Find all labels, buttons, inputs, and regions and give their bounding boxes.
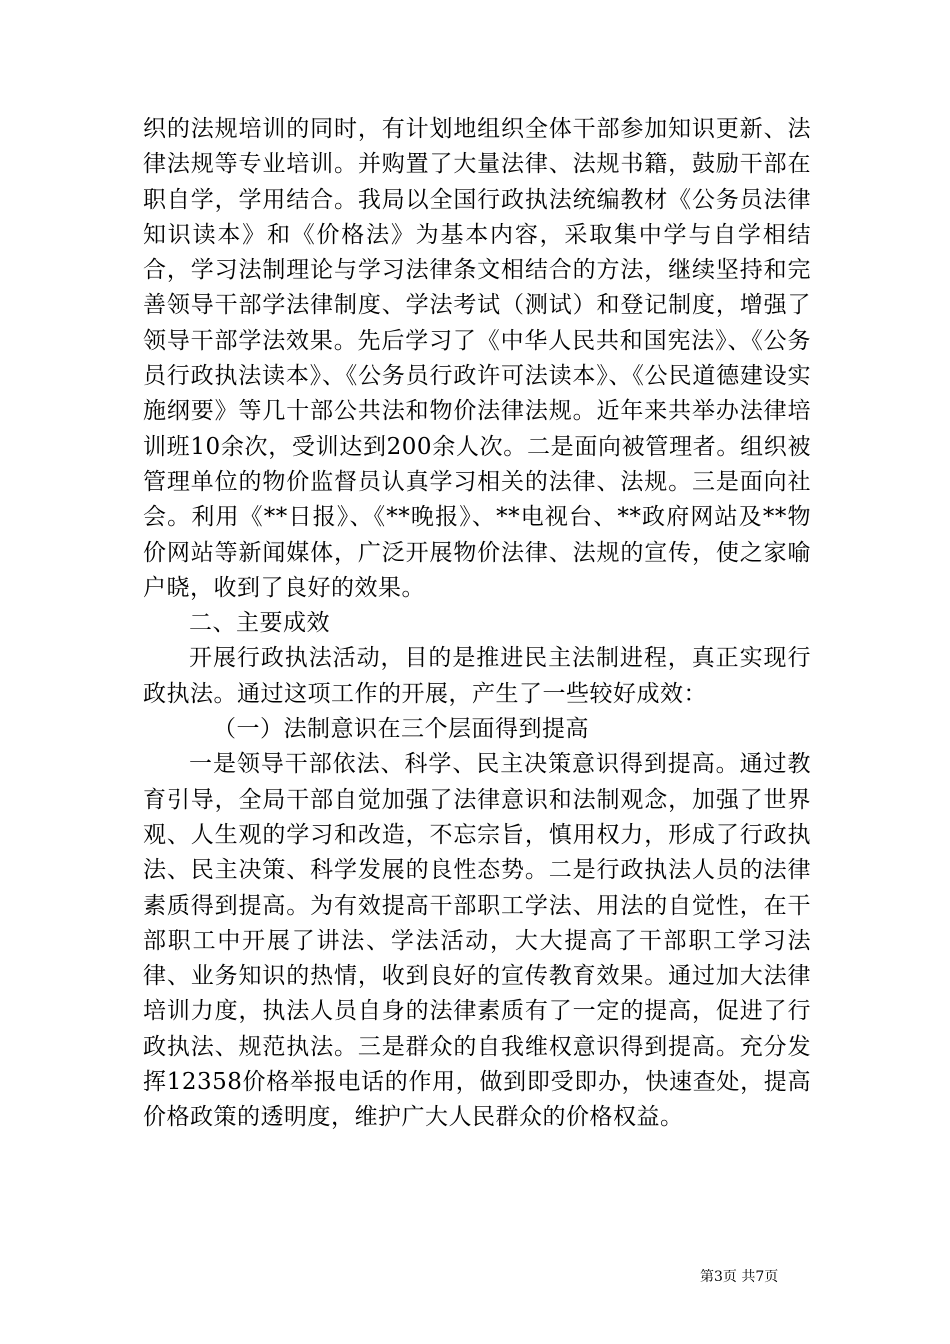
paragraph-training: 织的法规培训的同时，有计划地组织全体干部参加知识更新、法律法规等专业培训。并购置了大量法律、法规书籍，鼓励干部在职自学，学用结合。我局以全国行政执法统编教材《公务员法律知识读本》和《价格法》为基本内容，采取集中学与自学相结合，学习法制理论与学习法律条文相结合的方法，继续坚持和完善领导干部学法律制度、学法考试（测试）和登记制度，增强了领导干部学法效果。先后学习了《中华人民共和国宪法》、《公务员行政执法读本》、《公务员行政许可法读本》、《公民道德建设实施纲要》等几十部公共法和物价法律法规。近年来共举办法律培训班10余次，受训达到200余人次。二是面向被管理者。组织被管理单位的物价监督员认真学习相关的法律、法规。三是面向社会。利用《**日报》、《**晚报》、**电视台、**政府网站及**物价网站等新闻媒体，广泛开展物价法律、法规的宣传，使之家喻户晓，收到了良好的效果。 xyxy=(143,116,811,601)
paragraph-intro-results: 开展行政执法活动，目的是推进民主法制进程，真正实现行政执法。通过这项工作的开展，产生了一些较好成效： xyxy=(143,645,811,707)
document-body xyxy=(143,112,811,1136)
paragraph-awareness-levels: 一是领导干部依法、科学、民主决策意识得到提高。通过教育引导，全局干部自觉加强了法律意识和法制观念，加强了世界观、人生观的学习和改造，不忘宗旨，慎用权力，形成了行政执法、民主决策、科学发展的良性态势。二是行政执法人员的法律素质得到提高。为有效提高干部职工学法、用法的自觉性，在干部职工中开展了讲法、学法活动，大大提高了干部职工学习法律、业务知识的热情，收到良好的宣传教育效果。通过加大法律培训力度，执法人员自身的法律素质有了一定的提高，促进了行政执法、规范执法。三是群众的自我维权意识得到提高。充分发挥12358价格举报电话的作用，做到即受即办，快速查处，提高价格政策的透明度，维护广大人民群众的价格权益。 xyxy=(143,751,811,1131)
subsection-heading-legal-awareness: （一）法制意识在三个层面得到提高 xyxy=(213,716,589,743)
section-heading-main-results: 二、主要成效 xyxy=(189,610,330,637)
page-number-footer: 第3页 共7页 xyxy=(700,1269,779,1285)
